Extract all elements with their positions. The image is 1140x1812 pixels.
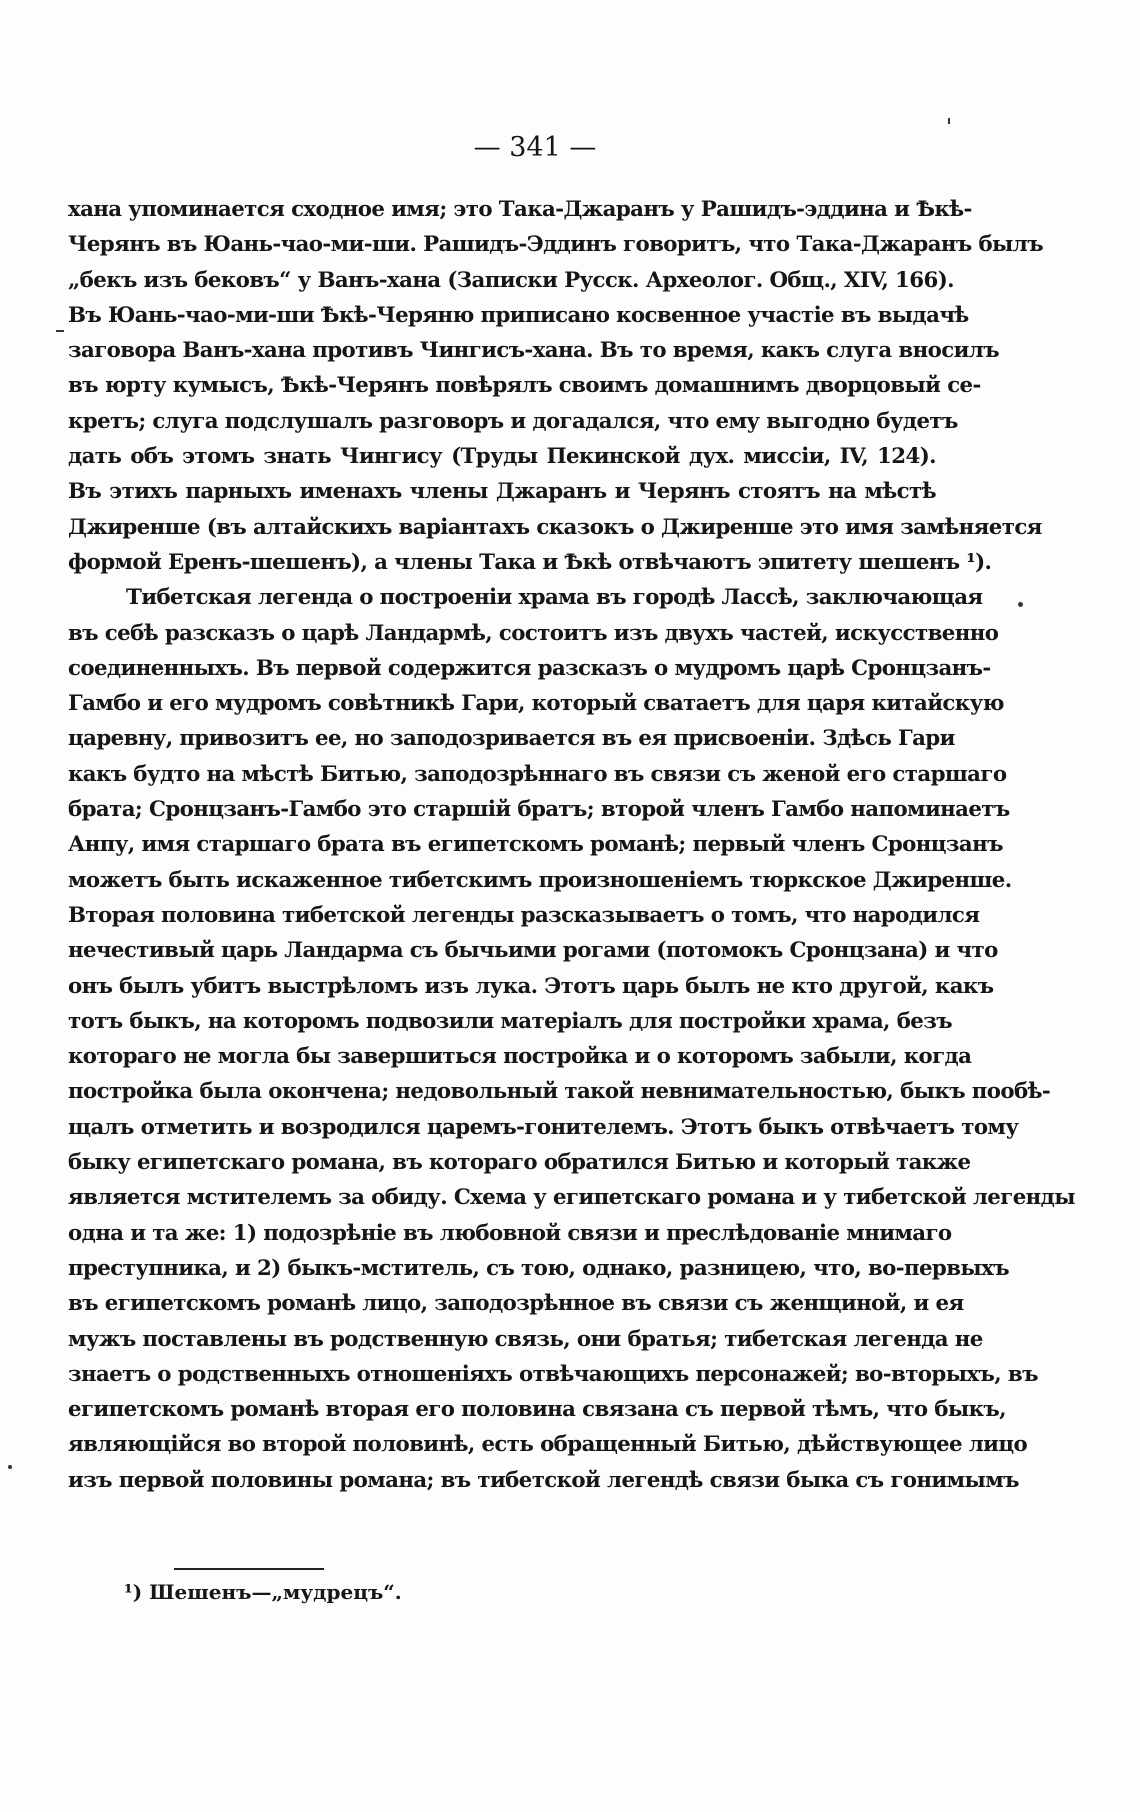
text-line: египетскомъ романѣ вторая его половина связана съ первой тѣмъ, что быкъ,: [68, 1397, 1006, 1423]
text-line: Въ Юань-чао-ми-ши Ѣкѣ-Черяню приписано косвенное участіе въ выдачѣ: [68, 302, 969, 328]
text-line: преступника, и 2) быкъ-мститель, съ тою, однако, разницею, что, во-первыхъ: [68, 1255, 1010, 1281]
text-line: Черянъ въ Юань-чао-ми-ши. Рашидъ-Эддинъ говоритъ, что Така-Джаранъ былъ: [68, 232, 1043, 258]
text-line: изъ первой половины романа; въ тибетской легендѣ связи быка съ гонимымъ: [68, 1467, 1019, 1493]
text-line: хана упоминается сходное имя; это Така-Джаранъ у Рашидъ-эддина и Ѣкѣ-: [68, 197, 972, 222]
text-line: постройка была окончена; недовольный такой невнимательностью, быкъ пообѣ-: [68, 1079, 1051, 1105]
margin-dash: [56, 330, 64, 332]
body-text: [68, 192, 1075, 1498]
text-line: онъ былъ убитъ выстрѣломъ изъ лука. Этотъ царь былъ не кто другой, какъ: [68, 973, 994, 999]
text-line: является мстителемъ за обиду. Схема у египетскаго романа и у тибетской легенды: [68, 1185, 1075, 1211]
paragraph-1: [68, 192, 1043, 580]
text-line: мужъ поставлены въ родственную связь, они братья; тибетская легенда не: [68, 1326, 983, 1352]
scan-speck: [1018, 602, 1023, 607]
text-line: заговора Ванъ-хана противъ Чингисъ-хана. Въ то время, какъ слуга вносилъ: [68, 338, 999, 364]
text-line: тотъ быкъ, на которомъ подвозили матеріалъ для постройки храма, безъ: [68, 1008, 952, 1034]
text-line: нечестивый царь Ландарма съ бычьими рогами (потомокъ Сронцзана) и что: [68, 938, 998, 964]
paragraph-2: [68, 580, 1075, 1498]
text-line: Вторая половина тибетской легенды разсказываетъ о томъ, что народился: [68, 902, 980, 928]
text-line: царевну, привозитъ ее, но заподозривается въ ея присвоеніи. Здѣсь Гари: [68, 726, 955, 752]
text-line: Джиренше (въ алтайскихъ варіантахъ сказокъ о Джиренше это имя замѣняется: [68, 514, 1042, 540]
text-line: Гамбо и его мудромъ совѣтникѣ Гари, который сватаетъ для царя китайскую: [68, 691, 1004, 717]
page-number: — 341 —: [473, 132, 597, 163]
text-line: формой Еренъ-шешенъ), а члены Така и Ѣкѣ отвѣчаютъ эпитету шешенъ ¹).: [68, 549, 992, 575]
text-line: дать объ этомъ знать Чингису (Труды Пекинской дух. миссіи, IV, 124).: [68, 444, 936, 470]
text-line: въ юрту кумысъ, Ѣкѣ-Черянъ повѣрялъ своимъ домашнимъ дворцовый се-: [68, 373, 981, 399]
text-line: Тибетская легенда о построеніи храма въ городѣ Лассѣ, заключающая: [126, 585, 983, 611]
text-line: соединенныхъ. Въ первой содержится разсказъ о мудромъ царѣ Сронцзанъ-: [68, 655, 991, 681]
text-line: можетъ быть искаженное тибетскимъ произношеніемъ тюркское Джиренше.: [68, 867, 1012, 893]
text-line: въ себѣ разсказъ о царѣ Ландармѣ, состоитъ изъ двухъ частей, искусственно: [68, 620, 999, 646]
text-line: являющійся во второй половинѣ, есть обращенный Битью, дѣйствующее лицо: [68, 1432, 1028, 1458]
text-line: „бекъ изъ бековъ“ у Ванъ-хана (Записки Русск. Археолог. Общ., XIV, 166).: [68, 267, 954, 293]
text-line: быку египетскаго романа, въ котораго обратился Битью и который также: [68, 1150, 971, 1176]
text-line: одна и та же: 1) подозрѣніе въ любовной связи и преслѣдованіе мнимаго: [68, 1220, 952, 1246]
text-line: брата; Сронцзанъ-Гамбо это старшій братъ; второй членъ Гамбо напоминаетъ: [68, 797, 1010, 823]
scan-speck: [948, 118, 950, 124]
text-line: въ египетскомъ романѣ лицо, заподозрѣнное въ связи съ женщиной, и ея: [68, 1291, 964, 1317]
footnote: ¹) Шешенъ—„мудрецъ“.: [124, 1580, 402, 1604]
text-line: знаетъ о родственныхъ отношеніяхъ отвѣчающихъ персонажей; во-вторыхъ, въ: [68, 1361, 1038, 1387]
text-line: кретъ; слуга подслушалъ разговоръ и догадался, что ему выгодно будетъ: [68, 408, 958, 434]
text-line: какъ будто на мѣстѣ Битью, заподозрѣннаго въ связи съ женой его старшаго: [68, 761, 1007, 787]
scan-speck: [8, 1465, 12, 1469]
text-line: Въ этихъ парныхъ именахъ члены Джаранъ и Черянъ стоятъ на мѣстѣ: [68, 479, 936, 505]
footnote-divider: [174, 1568, 324, 1570]
text-line: котораго не могла бы завершиться постройка и о которомъ забыли, когда: [68, 1044, 972, 1070]
text-line: щалъ отметить и возродился царемъ-гонителемъ. Этотъ быкъ отвѣчаетъ тому: [68, 1114, 1019, 1140]
text-line: Анпу, имя старшаго брата въ египетскомъ романѣ; первый членъ Сронцзанъ: [68, 832, 1003, 858]
